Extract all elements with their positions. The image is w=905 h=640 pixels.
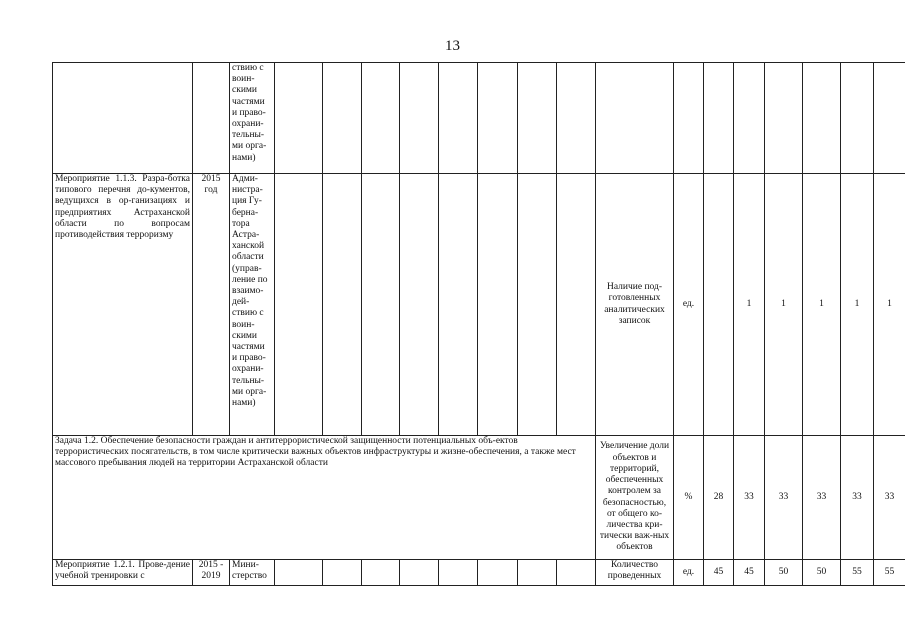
- unit-cell: ед.: [674, 560, 704, 586]
- indicator-cell: Количество проведенных: [596, 560, 674, 586]
- indicator-cell: Наличие под-готовленных аналитических записок: [596, 174, 674, 436]
- period-cell: 2015 - 2019: [193, 560, 230, 586]
- event-cell: Мероприятие 1.1.3. Разра-ботка типового перечня до-кументов, ведущихся в ор-ганизациях и предприятиях Астраханской области по вопросам противодействия терроризму: [53, 174, 193, 436]
- page-number: 13: [445, 38, 460, 54]
- indicator-cell: Увеличение доли объектов и территорий, обеспеченных контролем за безопасностью, от общего ко-личества кри-тически важ-ных объектов: [596, 436, 674, 560]
- value-cell: 1: [874, 174, 905, 436]
- value-cell: 1: [734, 174, 765, 436]
- value-cell: 1: [841, 174, 874, 436]
- value-cell: 45: [734, 560, 765, 586]
- table-row: [53, 63, 905, 174]
- unit-cell: ед.: [674, 174, 704, 436]
- value-cell: 55: [841, 560, 874, 586]
- value-cell: 33: [734, 436, 765, 560]
- value-cell: 50: [803, 560, 841, 586]
- value-cell: 45: [704, 560, 734, 586]
- period-cell: 2015 год: [193, 174, 230, 436]
- value-cell: 1: [803, 174, 841, 436]
- table-row: [53, 560, 905, 586]
- value-cell: [704, 174, 734, 436]
- value-cell: 1: [765, 174, 803, 436]
- executor-cell: Мини-стерство: [230, 560, 275, 586]
- task-cell: Задача 1.2. Обеспечение безопасности граждан и антитеррористической защищенности потенциальных объ-ектов террористических посягательств, в том числе критически важных объектов инфраструктуры и жизне-обеспечения, а также мест массового пребывания людей на территории Астраханской области: [53, 436, 596, 560]
- value-cell: 28: [704, 436, 734, 560]
- table-row: [53, 174, 905, 436]
- table-row: [53, 436, 905, 560]
- value-cell: 33: [874, 436, 905, 560]
- unit-cell: %: [674, 436, 704, 560]
- executor-cell: Адми-нистра-ция Гу-берна-тора Астра-ханской области (управ-ление по взаимо-дей-ствию с воин-скими частями и право-охрани-тельны-ми орга-нами): [230, 174, 275, 436]
- value-cell: 33: [803, 436, 841, 560]
- value-cell: 33: [841, 436, 874, 560]
- value-cell: 33: [765, 436, 803, 560]
- value-cell: 50: [765, 560, 803, 586]
- program-table: [52, 62, 905, 586]
- executor-cell: ствию с воин-скими частями и право-охрани-тельны-ми орга-нами): [230, 63, 275, 174]
- value-cell: 55: [874, 560, 905, 586]
- event-cell: Мероприятие 1.2.1. Прове-дение учебной тренировки с: [53, 560, 193, 586]
